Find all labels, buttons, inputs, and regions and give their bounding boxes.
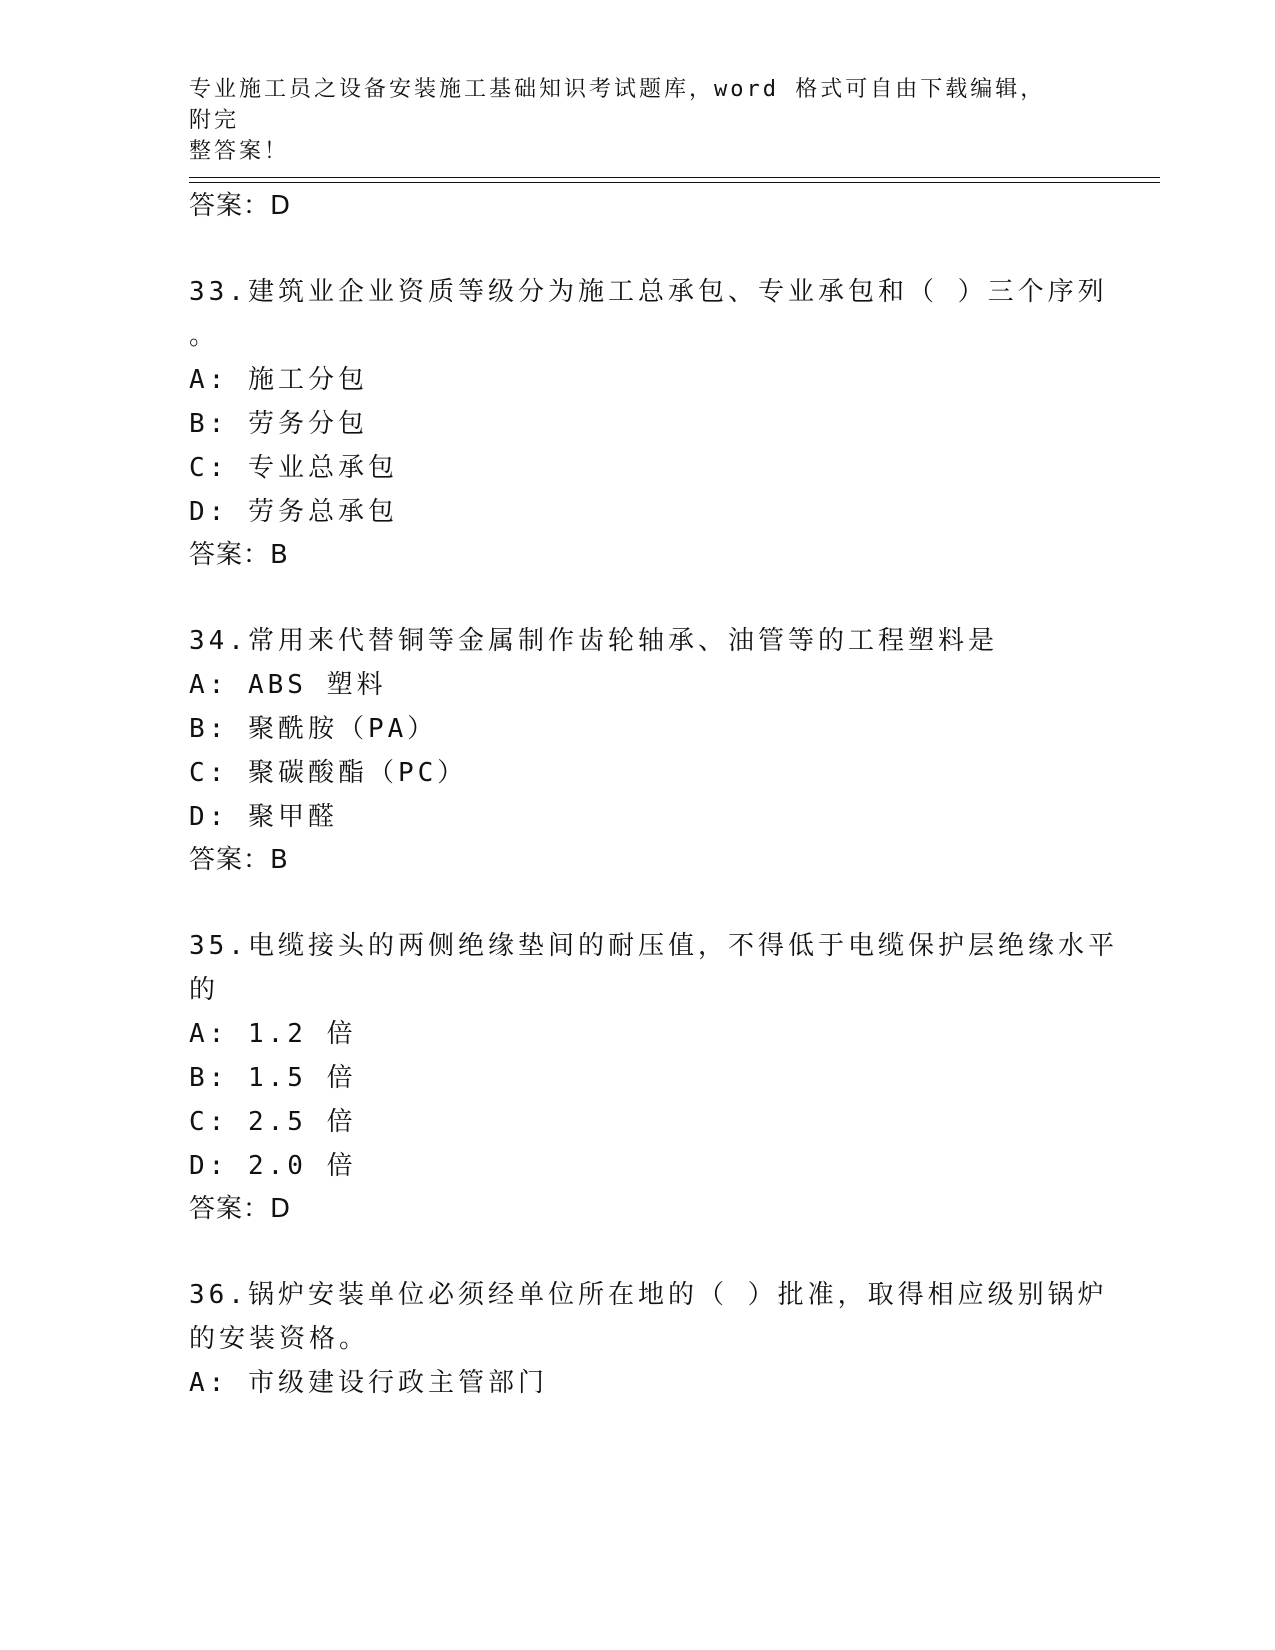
header-divider-top [189,177,1160,178]
question-33-option-c: C: 专业总承包 [189,453,398,483]
question-35-option-d: D: 2.0 倍 [189,1151,357,1181]
question-36-text-cont: 的安装资格。 [189,1324,370,1354]
question-33-option-d: D: 劳务总承包 [189,497,398,527]
question-34-option-c: C: 聚碳酸酯（PC） [189,758,468,788]
question-33-text: 33.建筑业企业资质等级分为施工总承包、专业承包和（ ）三个序列 [189,277,1108,307]
question-33-text-cont: 。 [189,321,220,351]
header-line-1: 专业施工员之设备安装施工基础知识考试题库，word 格式可自由下载编辑，附完 [189,77,1046,133]
answer-35: 答案：D [189,1194,292,1224]
question-34-option-d: D: 聚甲醛 [189,802,338,832]
question-33-option-b: B: 劳务分包 [189,409,368,439]
answer-34: 答案：B [189,845,289,875]
header-line-2: 整答案！ [189,139,290,164]
question-35-text: 35.电缆接头的两侧绝缘垫间的耐压值，不得低于电缆保护层绝缘水平 [189,931,1118,961]
answer-32: 答案：D [189,191,292,221]
question-34-option-b: B: 聚酰胺（PA） [189,714,438,744]
answer-33: 答案：B [189,540,289,570]
question-35-option-b: B: 1.5 倍 [189,1063,357,1093]
question-35-option-c: C: 2.5 倍 [189,1107,357,1137]
question-34-text: 34.常用来代替铜等金属制作齿轮轴承、油管等的工程塑料是 [189,626,998,656]
question-34-option-a: A: ABS 塑料 [189,670,387,700]
question-35-option-a: A: 1.2 倍 [189,1019,357,1049]
question-36-text: 36.锅炉安装单位必须经单位所在地的（ ）批准，取得相应级别锅炉 [189,1280,1108,1310]
question-33-option-a: A: 施工分包 [189,365,368,395]
header-divider-bottom [189,182,1160,183]
question-36-option-a: A: 市级建设行政主管部门 [189,1368,548,1398]
document-header [189,74,1069,167]
question-35-text-cont: 的 [189,975,220,1005]
